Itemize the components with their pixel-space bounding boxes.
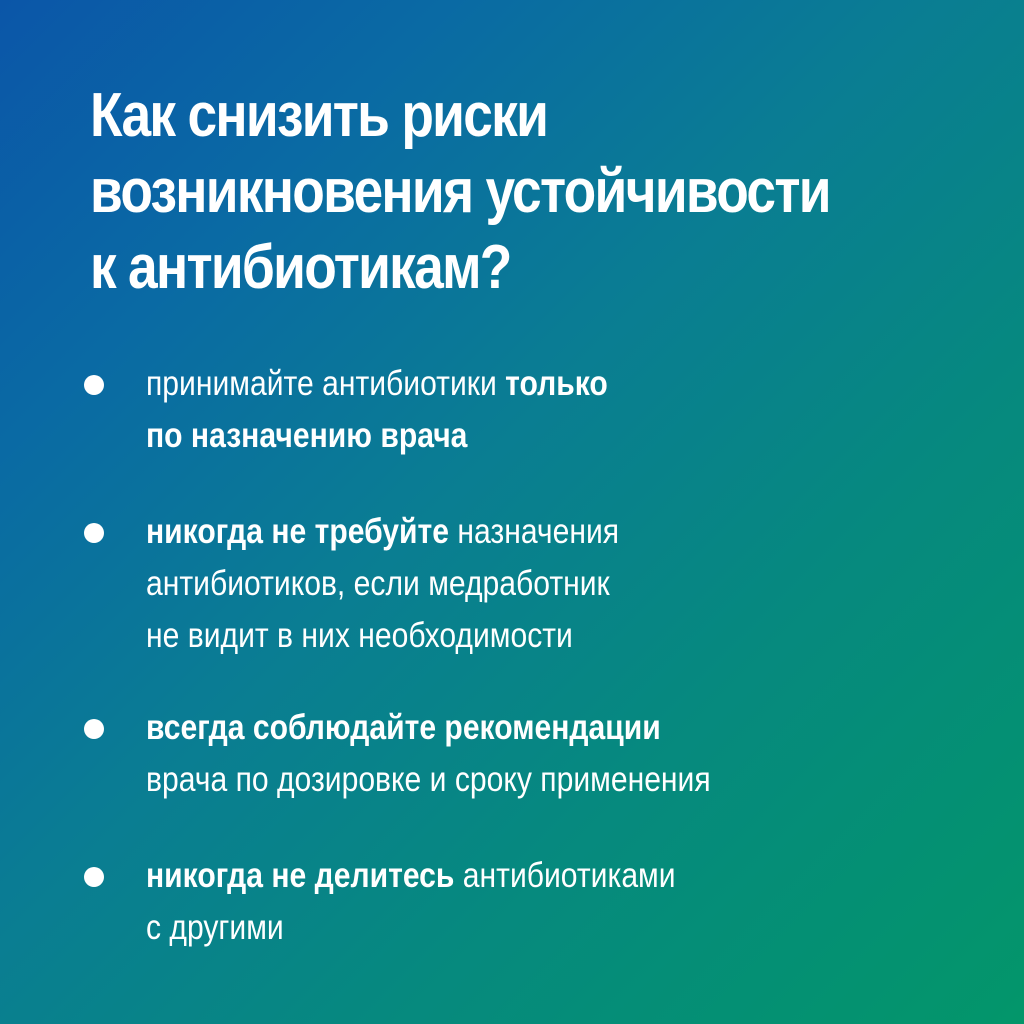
tip-bold-line: по назначению врача: [146, 416, 468, 455]
tip-text: [146, 358, 903, 462]
tip-line: [146, 506, 903, 558]
bullet-icon: [84, 867, 104, 887]
bullet-icon: [84, 719, 104, 739]
tip-line: [146, 850, 903, 902]
page-title: [90, 78, 864, 306]
bullet-icon: [84, 523, 104, 543]
title-line-3: к антибиотикам?: [90, 233, 511, 302]
title-line-2: возникновения устойчивости: [90, 157, 830, 226]
tip-bold-text: только: [505, 364, 608, 403]
tip-regular-text: антибиотиками: [454, 856, 676, 895]
tip-regular-text: назначения: [449, 512, 620, 551]
tip-regular-text: принимайте антибиотики: [146, 364, 506, 403]
tip-regular-line: антибиотиков, если медработник: [146, 564, 610, 603]
tip-text: [146, 506, 903, 662]
tip-regular-line: врача по дозировке и сроку применения: [146, 760, 711, 799]
tip-regular-line: не видит в них необходимости: [146, 616, 573, 655]
bullet-icon: [84, 375, 104, 395]
title-line-1: Как снизить риски: [90, 81, 548, 150]
tip-text: [146, 850, 903, 954]
tip-bold-text: никогда не требуйте: [146, 512, 450, 551]
tip-line: [146, 358, 903, 410]
tip-regular-line: с другими: [146, 908, 284, 947]
tip-bold-line: всегда соблюдайте рекомендации: [146, 708, 661, 747]
tip-bold-text: никогда не делитесь: [146, 856, 455, 895]
tip-text: [146, 702, 903, 806]
